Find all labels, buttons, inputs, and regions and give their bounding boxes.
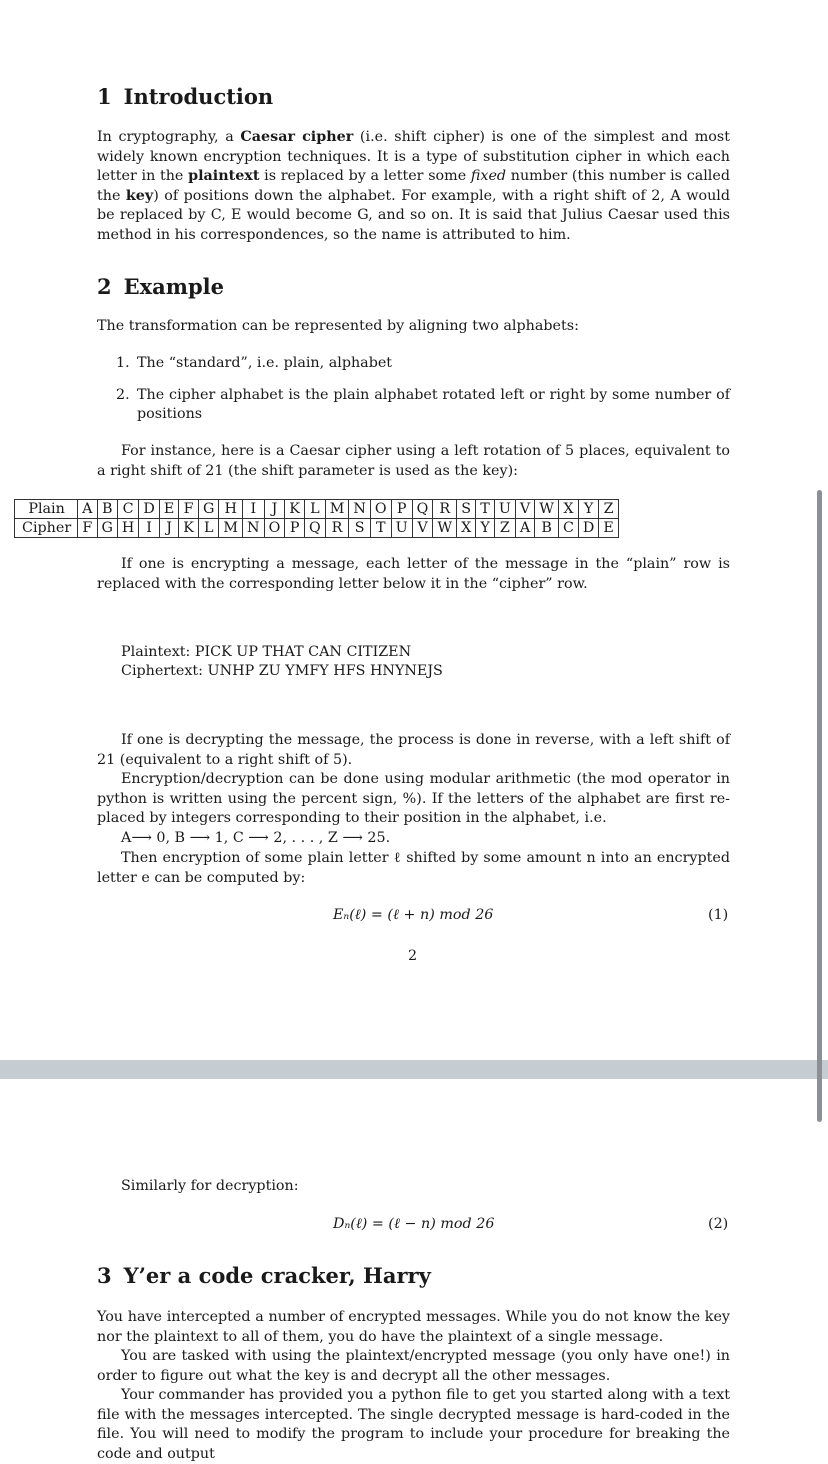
section-number: 3: [97, 1263, 112, 1288]
bold-term-plaintext: plaintext: [188, 168, 260, 185]
cipher-letter-cell: Z: [494, 519, 515, 538]
section-heading-introduction: [97, 84, 273, 109]
plain-letter-cell: Q: [412, 500, 433, 519]
text-run: ) of positions down the alphabet. For example, with a right shift of 2, A would be replaced by C, E would become G, and so on. It is said that Julius Caesar used this method in his correspondences, so the name is attributed to him.: [97, 187, 731, 243]
cipher-letter-cell: R: [325, 519, 349, 538]
cipher-letter-cell: G: [97, 519, 117, 538]
equation-encryption: Eₙ(ℓ) = (ℓ + n) mod 26: [333, 907, 494, 923]
alphabet-list: [116, 354, 730, 437]
decryption-intro: Similarly for decryption:: [121, 1178, 299, 1194]
cipher-letter-cell: F: [78, 519, 97, 538]
cipher-letter-cell: X: [457, 519, 476, 538]
list-text: The “standard”, i.e. plain, alphabet: [137, 355, 393, 371]
section-title: Y’er a code cracker, Harry: [123, 1263, 431, 1288]
cipher-letter-cell: C: [558, 519, 578, 538]
cipher-letter-cell: P: [285, 519, 305, 538]
plain-letter-cell: N: [349, 500, 371, 519]
plain-letter-cell: J: [264, 500, 285, 519]
cipher-letter-cell: E: [599, 519, 618, 538]
bold-term-key: key: [125, 187, 154, 204]
caesar-cipher-table: [14, 499, 619, 538]
cipher-letter-cell: W: [433, 519, 457, 538]
plain-letter-cell: I: [243, 500, 265, 519]
page-separator: [0, 1060, 828, 1079]
cipher-letter-cell: O: [264, 519, 285, 538]
plain-letter-cell: Y: [578, 500, 598, 519]
equation-decryption: Dₙ(ℓ) = (ℓ − n) mod 26: [333, 1216, 495, 1232]
plain-letter-cell: U: [494, 500, 515, 519]
modular-paragraph: Encryption/decryption can be done using modular arithmetic (the mod operator in python is written using the percent sign, %). If the letters of the alphabet are first re-placed by integers corresponding to their position in the alphabet, i.e.: [97, 771, 730, 827]
plain-letter-cell: L: [304, 500, 325, 519]
cipher-letter-cell: N: [243, 519, 265, 538]
list-number: 1.: [116, 355, 130, 371]
plain-letter-cell: Z: [599, 500, 618, 519]
text-run: In cryptography, a: [97, 129, 241, 145]
vertical-scrollbar[interactable]: [817, 490, 822, 1122]
plain-letter-cell: P: [391, 500, 412, 519]
encrypting-paragraph: If one is encrypting a message, each letter of the message in the “plain” row is replaced with the corresponding letter below it in the “cipher” row.: [97, 556, 730, 592]
plain-letter-cell: A: [78, 500, 97, 519]
plain-letter-cell: G: [198, 500, 218, 519]
plain-letter-cell: E: [159, 500, 178, 519]
decrypting-paragraph: If one is decrypting the message, the process is done in reverse, with a left shift of 21 (equivalent to a right shift of 5).: [97, 732, 730, 768]
cipher-row: [15, 519, 619, 538]
ciphertext-line: Ciphertext: UNHP ZU YMFY HFS HNYNEJS: [121, 663, 443, 679]
text-run: number (this number is called the: [97, 168, 730, 204]
encryption-intro: Then encryption of some plain letter ℓ shifted by some amount n into an encrypted letter e can be computed by:: [97, 850, 730, 886]
example-intro: The transformation can be represented by aligning two alphabets:: [97, 318, 579, 334]
instance-paragraph: For instance, here is a Caesar cipher using a left rotation of 5 places, equivalent to a right shift of 21 (the shift parameter is used as the key):: [97, 443, 730, 479]
letter-mapping: A⟶ 0, B ⟶ 1, C ⟶ 2, . . . , Z ⟶ 25.: [121, 830, 391, 846]
page-number: 2: [408, 948, 418, 964]
plain-letter-cell: T: [476, 500, 495, 519]
cipher-letter-cell: B: [535, 519, 559, 538]
list-number: 2.: [116, 386, 130, 403]
section-number: 1: [97, 84, 112, 109]
plain-row-label: Plain: [15, 500, 78, 519]
cracker-paragraph-2: You are tasked with using the plaintext/encrypted message (you only have one!) in order to figure out what the key is and decrypt all the other messages.: [97, 1348, 730, 1384]
cipher-letter-cell: T: [370, 519, 391, 538]
cipher-letter-cell: J: [159, 519, 178, 538]
section-heading-example: [97, 274, 224, 299]
cipher-letter-cell: L: [198, 519, 218, 538]
plain-letter-cell: S: [457, 500, 476, 519]
cipher-letter-cell: H: [117, 519, 138, 538]
section-number: 2: [97, 274, 112, 299]
cipher-letter-cell: M: [219, 519, 243, 538]
plain-letter-cell: D: [139, 500, 159, 519]
cipher-letter-cell: Y: [476, 519, 495, 538]
cracker-paragraph-3: Your commander has provided you a python file to get you started along with a text file with the messages intercepted. The single decrypted message is hard-coded in the file. You will need to modify the program to include your procedure for breaking the code and output: [97, 1387, 730, 1462]
section-title: Example: [123, 274, 225, 299]
plain-letter-cell: B: [97, 500, 117, 519]
text-run: (i.e. shift cipher) is one of the simplest and most widely known encryption techniques. It is a type of substitution cipher in which each letter in the: [97, 129, 730, 185]
plain-letter-cell: H: [219, 500, 243, 519]
cipher-letter-cell: D: [578, 519, 598, 538]
section-heading-code-cracker: [97, 1263, 431, 1288]
equation-number: (1): [708, 907, 729, 923]
plain-letter-cell: W: [535, 500, 559, 519]
plain-row: [15, 500, 619, 519]
cipher-letter-cell: U: [391, 519, 412, 538]
cipher-letter-cell: I: [139, 519, 159, 538]
cipher-row-label: Cipher: [15, 519, 78, 538]
bold-term-caesar-cipher: Caesar cipher: [240, 129, 354, 145]
cracker-paragraph-1: You have intercepted a number of encrypted messages. While you do not know the key nor the plaintext to all of them, you do have the plaintext of a single message.: [97, 1309, 730, 1345]
plain-letter-cell: R: [433, 500, 457, 519]
text-run: is replaced by a letter some: [259, 168, 471, 185]
plain-letter-cell: X: [558, 500, 578, 519]
plain-letter-cell: C: [117, 500, 138, 519]
cipher-letter-cell: Q: [304, 519, 325, 538]
plain-letter-cell: V: [515, 500, 534, 519]
list-item: [116, 386, 730, 425]
cipher-letter-cell: S: [349, 519, 371, 538]
cipher-letter-cell: K: [179, 519, 199, 538]
italic-term-fixed: fixed: [470, 168, 507, 185]
document-page-3: [0, 1079, 828, 1462]
plain-letter-cell: K: [285, 500, 305, 519]
plain-letter-cell: M: [325, 500, 349, 519]
plain-letter-cell: O: [370, 500, 391, 519]
list-item: [116, 354, 730, 374]
intro-paragraph: [97, 128, 730, 246]
equation-number: (2): [708, 1216, 729, 1232]
cipher-letter-cell: A: [515, 519, 534, 538]
plaintext-line: Plaintext: PICK UP THAT CAN CITIZEN: [121, 644, 412, 660]
plain-letter-cell: F: [179, 500, 199, 519]
list-text: The cipher alphabet is the plain alphabet rotated left or right by some number of positions: [137, 386, 730, 423]
section-title: Introduction: [123, 84, 274, 109]
cipher-letter-cell: V: [412, 519, 433, 538]
